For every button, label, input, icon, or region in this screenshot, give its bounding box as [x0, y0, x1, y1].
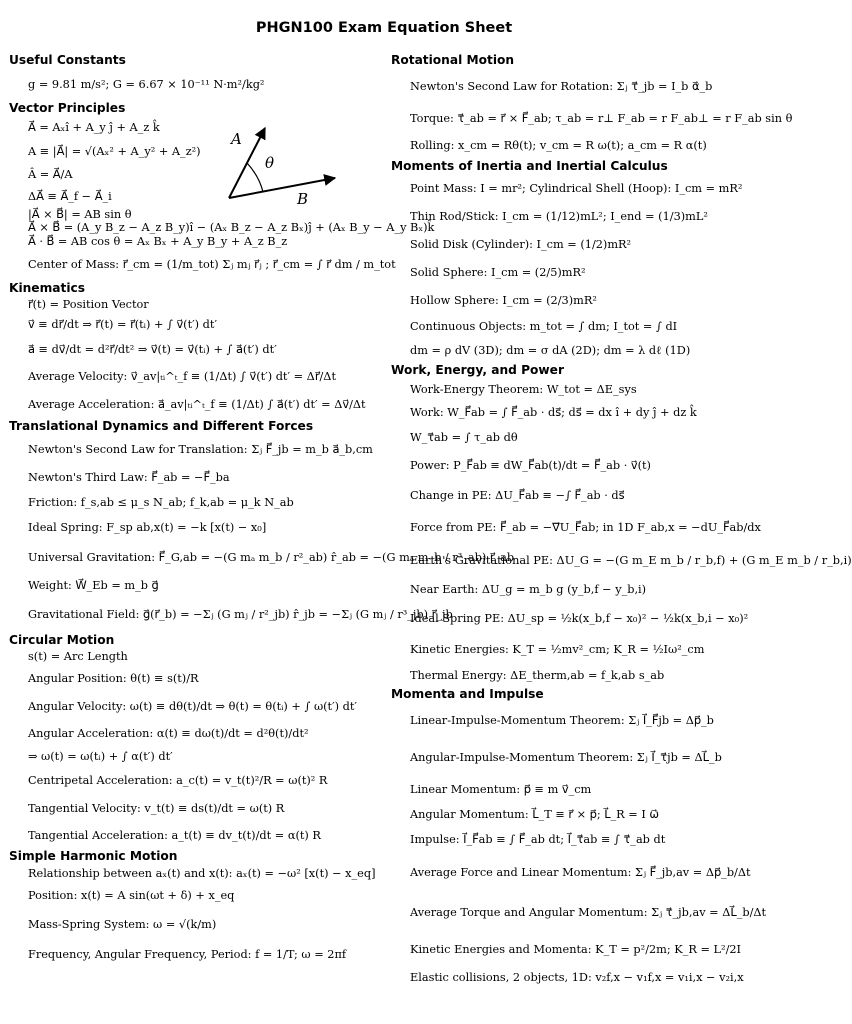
equation-line: Universal Gravitation: F⃗_G,ab = −(G mₐ m_b / r²_ab) r̂_ab = −(G mₐ m_b / r³_ab) r⃗_ab [28, 550, 515, 564]
section-circular-motion [9, 632, 379, 848]
equation-line: Solid Disk (Cylinder): I_cm = (1/2)mR² [410, 237, 632, 251]
equation-line: Tangential Velocity: v_t(t) ≡ ds(t)/dt = ω(t) R [28, 801, 285, 815]
equation-line: Angular Momentum: L⃗_T ≡ r⃗ × p⃗; L⃗_R = I ω⃗ [410, 807, 659, 821]
equation-line: Hollow Sphere: I_cm = (2/3)mR² [410, 293, 597, 307]
equation-line: Force from PE: F⃗_ab = −∇⃗U_F⃗ab; in 1D F_ab,x = −dU_F⃗ab/dx [410, 520, 761, 534]
equation-line: dm = ρ dV (3D); dm = σ dA (2D); dm = λ dℓ (1D) [410, 343, 691, 357]
equation-line: |A⃗ × B⃗| = AB sin θ [28, 208, 132, 221]
section-title: Vector Principles [9, 101, 126, 115]
equation-line: Frequency, Angular Frequency, Period: f = 1/T; ω = 2πf [28, 947, 347, 961]
equation-line: Ideal Spring: F_sp ab,x(t) = −k [x(t) − x₀] [28, 520, 267, 534]
equation-line: Kinetic Energies: K_T = ½mv²_cm; K_R = ½Iω²_cm [410, 642, 705, 656]
equation-line: Newton's Second Law for Translation: Σⱼ F⃗_jb = m_b a⃗_b,cm [28, 442, 373, 456]
equation-line: Torque: τ⃗_ab = r⃗ × F⃗_ab; τ_ab = r⊥ F_ab = r F_ab⊥ = r F_ab sin θ [410, 111, 793, 125]
section-title: Useful Constants [9, 53, 126, 67]
equation-line: ΔA⃗ ≡ A⃗_f − A⃗_i [28, 189, 112, 203]
equation-line: Angular-Impulse-Momentum Theorem: Σⱼ I⃗_τ⃗jb = ΔL⃗_b [410, 750, 722, 764]
section-title: Kinematics [9, 281, 85, 295]
page-title: PHGN100 Exam Equation Sheet [255, 20, 513, 36]
equation-line: Elastic collisions, 2 objects, 1D: v₂f,x − v₁f,x = v₁i,x − v₂i,x [410, 970, 744, 984]
equation-line: Center of Mass: r⃗_cm = (1/m_tot) Σⱼ mⱼ r⃗ⱼ ; r⃗_cm = ∫ r⃗ dm / m_tot [28, 257, 396, 271]
equation-line: Newton's Second Law for Rotation: Σⱼ τ⃗_jb = I_b α⃗_b [410, 79, 713, 93]
equation-line: Solid Sphere: I_cm = (2/5)mR² [410, 265, 586, 279]
equation-line: Thin Rod/Stick: I_cm = (1/12)mL²; I_end = (1/3)mL² [410, 209, 708, 223]
equation-line: Rolling: x_cm = Rθ(t); v_cm = R ω(t); a_cm = R α(t) [410, 138, 707, 152]
equation-line: Point Mass: I = mr²; Cylindrical Shell (Hoop): I_cm = mR² [410, 181, 743, 195]
equation-line: Ideal Spring PE: ΔU_sp = ½k(x_b,f − x₀)² − ½k(x_b,i − x₀)² [410, 611, 749, 625]
equation-line: Earth's Gravitational PE: ΔU_G = −(G m_E m_b / r_b,f) + (G m_E m_b / r_b,i) [410, 553, 852, 567]
section-useful-constants [9, 52, 379, 100]
equation-line: Mass-Spring System: ω = √(k/m) [28, 917, 217, 931]
equation-line: Work-Energy Theorem: W_tot = ΔE_sys [410, 382, 637, 396]
equation-line: Kinetic Energies and Momenta: K_T = p²/2m; K_R = L²/2I [410, 942, 742, 956]
section-title: Translational Dynamics and Different Forces [9, 419, 314, 433]
equation-line: Friction: f_s,ab ≤ μ_s N_ab; f_k,ab = μ_k N_ab [28, 495, 294, 509]
equation-line: A⃗ · B⃗ = AB cos θ = Aₓ Bₓ + A_y B_y + A_z B_z [28, 234, 288, 248]
equation-line: Â = A⃗/A [28, 167, 73, 181]
equation-line: Power: P_F⃗ab ≡ dW_F⃗ab(t)/dt = F⃗_ab · v⃗(t) [410, 458, 651, 472]
equation-line: Linear-Impulse-Momentum Theorem: Σⱼ I⃗_F⃗jb = Δp⃗_b [410, 713, 714, 727]
equation-line: W_τ⃗ab = ∫ τ_ab dθ [410, 430, 518, 444]
section-title: Rotational Motion [391, 53, 515, 67]
section-rotational-motion [391, 52, 793, 158]
section-title: Momenta and Impulse [391, 687, 544, 701]
equation-line: a⃗ ≡ dv⃗/dt = d²r⃗/dt² ⇒ v⃗(t) = v⃗(tᵢ) + ∫ a⃗(t′) dt′ [28, 342, 277, 356]
equation-line: Tangential Acceleration: a_t(t) ≡ dv_t(t)/dt = α(t) R [28, 828, 321, 842]
vector-b-arrow [229, 178, 335, 198]
equation-line: Angular Position: θ(t) ≡ s(t)/R [28, 671, 199, 685]
equation-line: Change in PE: ΔU_F⃗ab ≡ −∫ F⃗_ab · ds⃗ [410, 488, 625, 502]
equation-line: Angular Velocity: ω(t) ≡ dθ(t)/dt ⇒ θ(t) = θ(tᵢ) + ∫ ω(t′) dt′ [28, 699, 357, 713]
equation-line: v⃗ ≡ dr⃗/dt ⇒ r⃗(t) = r⃗(tᵢ) + ∫ v⃗(t′) dt′ [28, 317, 218, 331]
equation-line: Centripetal Acceleration: a_c(t) = v_t(t)²/R = ω(t)² R [28, 773, 328, 787]
equation-line: A ≡ |A⃗| = √(Aₓ² + A_y² + A_z²) [28, 144, 201, 158]
equation-line: Angular Acceleration: α(t) ≡ dω(t)/dt = d²θ(t)/dt² [28, 726, 309, 740]
equation-line: Average Torque and Angular Momentum: Σⱼ τ⃗_jb,av = ΔL⃗_b/Δt [410, 905, 767, 919]
section-work-energy-and-power [391, 362, 852, 686]
equation-line: Thermal Energy: ΔE_therm,ab = f_k,ab s_ab [410, 668, 665, 682]
section-title: Work, Energy, and Power [391, 363, 564, 377]
equation-line: Weight: W⃗_Eb = m_b g⃗ [28, 578, 159, 592]
equation-line: A⃗ = Aₓî + A_y ĵ + A_z k̂ [28, 120, 160, 134]
section-simple-harmonic-motion [9, 848, 379, 968]
section-kinematics [9, 280, 379, 418]
section-title: Circular Motion [9, 633, 115, 647]
vector-a-label: A [231, 130, 242, 148]
equation-line: s(t) = Arc Length [28, 649, 128, 663]
right-column [391, 52, 852, 988]
equation-line: Average Force and Linear Momentum: Σⱼ F⃗_jb,av = Δp⃗_b/Δt [410, 865, 751, 879]
equation-line: Continuous Objects: m_tot = ∫ dm; I_tot = ∫ dI [410, 319, 678, 333]
section-vector-principles [9, 100, 435, 280]
vector-b-label: B [297, 190, 309, 208]
equation-line: ⇒ ω(t) = ω(tᵢ) + ∫ α(t′) dt′ [28, 749, 173, 763]
section-momenta-and-impulse [391, 686, 767, 988]
equation-line: Gravitational Field: g⃗(r⃗_b) = −Σⱼ (G mⱼ / r²_jb) r̂_jb = −Σⱼ (G mⱼ / r³_jb) r⃗_jb [28, 607, 453, 621]
section-title: Simple Harmonic Motion [9, 849, 178, 863]
equation-line: A⃗ × B⃗ = (A_y B_z − A_z B_y)î − (Aₓ B_z − A_z Bₓ)ĵ + (Aₓ B_y − A_y Bₓ)k̂ [28, 221, 435, 234]
section-title: Moments of Inertia and Inertial Calculus [391, 159, 668, 173]
equation-line: Newton's Third Law: F⃗_ab = −F⃗_ba [28, 470, 230, 484]
equation-line: Near Earth: ΔU_g = m_b g (y_b,f − y_b,i) [410, 582, 647, 596]
equation-line: g = 9.81 m/s²; G = 6.67 × 10⁻¹¹ N·m²/kg² [28, 77, 265, 91]
angle-arc [247, 163, 263, 192]
equation-line: Position: x(t) = A sin(ωt + δ) + x_eq [28, 888, 235, 902]
equation-line: Work: W_F⃗ab = ∫ F⃗_ab · ds⃗; ds⃗ = dx î + dy ĵ + dz k̂ [410, 405, 697, 419]
equation-line: Relationship between aₓ(t) and x(t): aₓ(t) = −ω² [x(t) − x_eq] [28, 866, 376, 880]
equation-line: Linear Momentum: p⃗ ≡ m v⃗_cm [410, 782, 592, 796]
equation-line: r⃗(t) = Position Vector [28, 297, 149, 311]
equation-line: Average Velocity: v⃗_av|ₜᵢ^ₜ_f ≡ (1/Δt) ∫ v⃗(t′) dt′ = Δr⃗/Δt [28, 369, 336, 383]
equation-line: Average Acceleration: a⃗_av|ₜᵢ^ₜ_f ≡ (1/Δt) ∫ a⃗(t′) dt′ = Δv⃗/Δt [28, 397, 366, 411]
equation-line: Impulse: I⃗_F⃗ab ≡ ∫ F⃗_ab dt; I⃗_τ⃗ab ≡ ∫ τ⃗_ab dt [410, 832, 666, 846]
angle-theta-label: θ [265, 154, 275, 172]
section-moments-of-inertia-and-inertial-calculus [391, 158, 763, 362]
vector-angle-diagram [217, 118, 342, 208]
